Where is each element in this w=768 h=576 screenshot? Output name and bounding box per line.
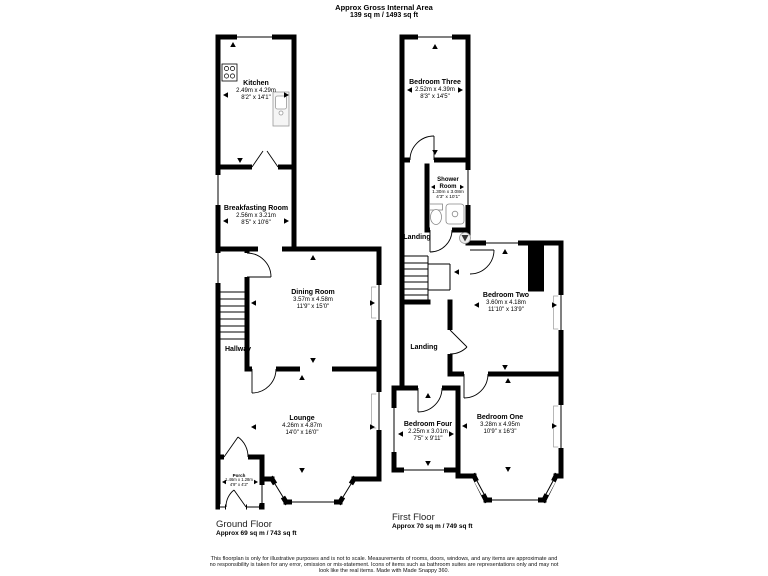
bedroom-two-name: Bedroom Two [482,292,530,299]
porch-imperial: 4'9" x 4'2" [229,481,249,487]
door-swing [410,136,434,160]
measure-arrow-icon [432,44,438,49]
bedroom-two-imperial: 11'10" x 13'9" [488,307,524,313]
room-label-bedroom-two [458,292,554,314]
bedroom-three-imperial: 8'3" x 14'5" [420,94,450,100]
room-label-porch [217,473,261,487]
door-swing [470,250,494,274]
measure-arrow-icon [425,461,431,466]
stairs-icon-first [405,256,451,302]
room-label-hallway [208,346,268,354]
room-label-landing-lower [399,344,449,352]
door-swing [418,388,442,412]
room-label-bedroom-three [390,79,480,101]
stove-icon [222,64,237,81]
first-floor-caption [392,512,473,531]
ground-floor-area: Approx 69 sq m / 743 sq ft [216,530,297,537]
dining-room-name: Dining Room [291,289,335,296]
disclaimer-text: This floorplan is only for illustrative purposes and is not to scale. Measurements of rooms, doors, windows, and any items are approximate and no responsibility is taken for any error, omission or mis-statement. Icons of items such as bathroom suites are representations only and may not look like the real items. Made with Made Snappy 360. [209,556,559,575]
measure-arrow-icon [432,150,438,155]
measure-arrow-icon [505,467,511,472]
ground-floor-caption [216,519,297,538]
bedroom-one-metric: 3.28m x 4.95m [480,422,520,428]
gross-area-title: Approx Gross Internal Area [335,3,433,12]
door-swing [247,253,271,277]
room-label-shower-room [428,177,468,201]
ground-floor-title: Ground Floor [216,519,272,530]
camera-point-icon [460,233,471,244]
lounge-imperial: 14'0" x 16'0" [285,430,319,436]
landing-lower-name: Landing [410,344,438,351]
bedroom-one-imperial: 10'9" x 16'3" [483,429,517,435]
room-label-kitchen [211,80,301,102]
measure-arrow-icon [505,378,511,383]
door-swing [464,374,488,398]
shower-room-imperial: 4'3" x 10'1" [436,195,460,201]
lounge-metric: 4.26m x 4.87m [282,423,322,429]
shower-tray-icon [446,204,464,224]
measure-arrow-icon [299,468,305,473]
measure-arrow-icon [310,358,316,363]
kitchen-name: Kitchen [243,80,269,87]
dining-room-imperial: 11'9" x 15'0" [296,304,330,310]
breakfasting-room-name: Breakfasting Room [223,205,289,212]
stairs-icon [221,292,246,339]
room-label-dining-room [265,289,361,311]
dining-room-metric: 3.57m x 4.58m [293,297,333,303]
bedroom-three-name: Bedroom Three [409,79,461,86]
first-floor-area: Approx 70 sq m / 749 sq ft [392,523,473,530]
gross-area-value: 139 sq m / 1493 sq ft [349,12,419,19]
measure-arrow-icon [502,249,508,254]
kitchen-imperial: 8'2" x 14'1" [241,95,271,101]
bedroom-four-name: Bedroom Four [403,421,453,428]
room-label-bedroom-one [452,414,548,436]
landing-upper-name: Landing [403,234,431,241]
measure-arrow-icon [502,365,508,370]
room-label-breakfasting-room [208,205,304,227]
breakfasting-room-metric: 2.56m x 3.21m [236,213,276,219]
room-label-lounge [254,415,350,437]
measure-arrow-icon [425,393,431,398]
shower-room-metric: 1.30m x 3.08m [432,190,464,195]
measure-arrow-icon [237,158,243,163]
door-swing [252,369,276,393]
bedroom-one-name: Bedroom One [476,414,524,421]
hallway-name: Hallway [224,346,252,353]
porch-metric: 1.46m x 1.28m [225,477,253,482]
measure-arrow-icon [251,300,256,306]
room-label-landing-upper [392,234,442,242]
porch-name: Porch [232,473,246,478]
measure-arrow-icon [310,255,316,260]
breakfasting-room-imperial: 8'5" x 10'6" [241,220,271,226]
measure-arrow-icon [230,42,236,47]
bedroom-four-metric: 2.25m x 3.01m [408,429,448,435]
kitchen-metric: 2.49m x 4.29m [236,88,276,94]
first-floor-title: First Floor [392,512,435,523]
bedroom-three-metric: 2.52m x 4.39m [415,87,455,93]
bedroom-two-metric: 3.60m x 4.18m [486,300,526,306]
measure-arrow-icon [299,375,305,380]
lounge-name: Lounge [289,415,315,422]
measure-arrow-icon [454,269,459,275]
toilet-icon [430,204,443,225]
chimney-breast [528,246,544,292]
shower-room-name: Shower Room [437,177,459,190]
bedroom-four-imperial: 7'5" x 9'11" [413,436,443,442]
